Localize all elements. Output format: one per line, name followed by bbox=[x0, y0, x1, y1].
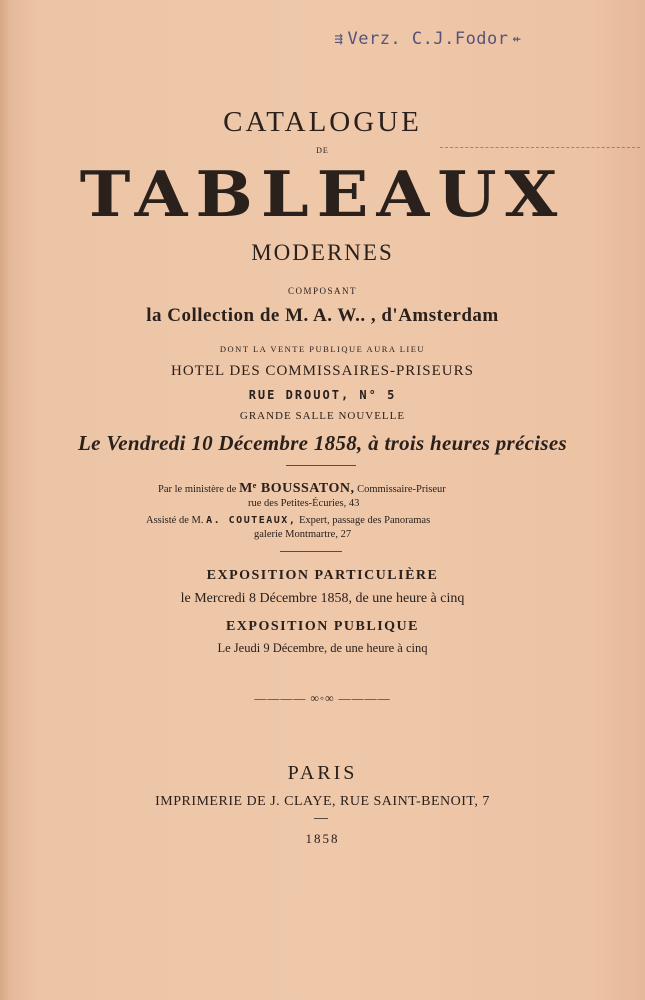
composant-label: COMPOSANT bbox=[287, 286, 357, 296]
auctioneer-role: Commissaire-Priseur bbox=[357, 484, 446, 495]
collection-name: la Collection de M. A. W.. , d'Amsterdam bbox=[146, 305, 499, 326]
divider-short bbox=[286, 465, 356, 466]
expert-address: galerie Montmartre, 27 bbox=[254, 529, 352, 540]
sale-address: RUE DROUOT, N° 5 bbox=[248, 388, 397, 402]
sale-venue: HOTEL DES COMMISSAIRES-PRISEURS bbox=[171, 363, 474, 379]
sale-room: GRANDE SALLE NOUVELLE bbox=[239, 410, 406, 422]
ornament-divider-icon: ———— ∞◦∞ ———— bbox=[254, 691, 391, 705]
divider-short-2 bbox=[280, 551, 342, 552]
title-catalogue: CATALOGUE bbox=[223, 106, 422, 138]
sale-date: Le Vendredi 10 Décembre 1858, à trois heures précises bbox=[78, 431, 567, 455]
public-exhibition-title: EXPOSITION PUBLIQUE bbox=[225, 619, 420, 634]
private-exhibition-title: EXPOSITION PARTICULIÈRE bbox=[206, 568, 439, 583]
stamp-right-ornament-icon: ⇷ bbox=[512, 31, 522, 47]
auctioneer-name: Mᵉ BOUSSATON, bbox=[239, 481, 355, 496]
imprint-printer: IMPRIMERIE DE J. CLAYE, RUE SAINT-BENOIT, 7 bbox=[155, 794, 490, 809]
expert-prefix: Assisté de M. bbox=[146, 515, 204, 526]
sale-intro: DONT LA VENTE PUBLIQUE AURA LIEU bbox=[219, 344, 426, 354]
imprint-year: 1858 bbox=[305, 831, 340, 846]
public-exhibition-date: Le Jeudi 9 Décembre, de une heure à cinq bbox=[217, 641, 428, 655]
title-de: DE bbox=[316, 146, 329, 155]
imprint-city: PARIS bbox=[287, 762, 358, 784]
auctioneer-prefix: Par le ministère de bbox=[158, 484, 237, 495]
stamp-text: Verz. C.J.Fodor bbox=[347, 29, 509, 49]
expert-role: Expert, passage des Panoramas bbox=[298, 515, 431, 526]
expert-line bbox=[146, 515, 430, 526]
expert-name: A. COUTEAUX, bbox=[206, 515, 297, 526]
private-exhibition-date: le Mercredi 8 Décembre 1858, de une heure à cinq bbox=[180, 591, 465, 606]
divider-tiny bbox=[314, 818, 328, 819]
title-tableaux: TABLEAUX bbox=[79, 158, 566, 232]
auctioneer-line bbox=[158, 481, 446, 497]
stamp-left-ornament-icon: ⇶ bbox=[334, 31, 344, 47]
auctioneer-address: rue des Petites-Écuries, 43 bbox=[248, 498, 360, 509]
title-modernes: MODERNES bbox=[251, 240, 394, 265]
library-stamp bbox=[312, 26, 544, 52]
